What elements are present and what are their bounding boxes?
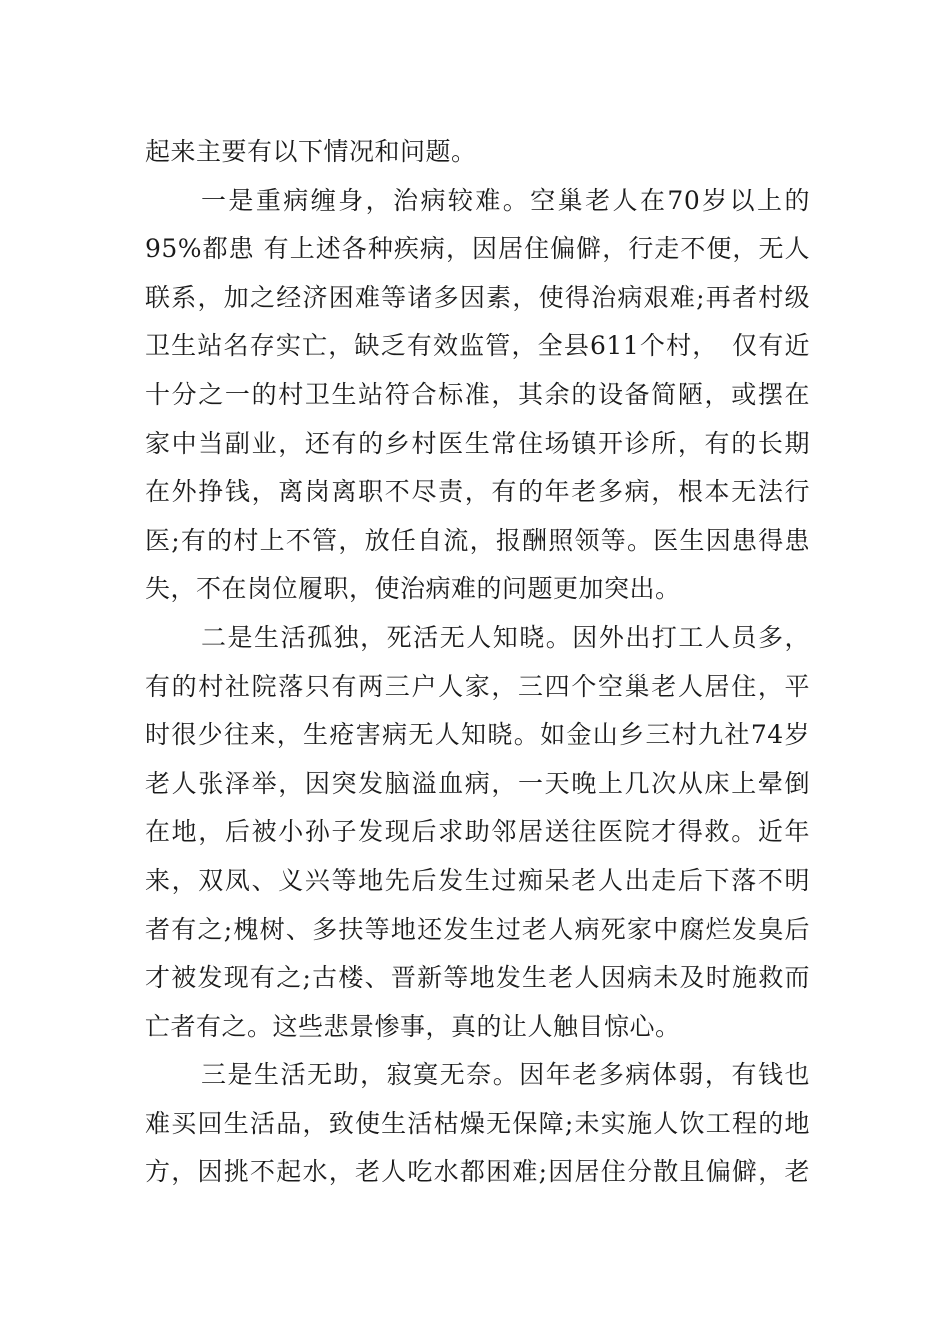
text-line: 有的村社院落只有两三户人家，三四个空巢老人居住，平 [145, 671, 810, 701]
text-line: 者有之;槐树、多扶等地还发生过老人病死家中腐烂发臭后 [145, 914, 810, 944]
text-line: 在地，后被小孙子发现后求助邻居送往医院才得救。近年 [145, 817, 810, 847]
text-line: 医;有的村上不管，放任自流，报酬照领等。医生因患得患 [145, 525, 810, 555]
text-line: 卫生站名存实亡，缺乏有效监管，全县611个村， 仅有近 [145, 331, 810, 361]
text-line: 失，不在岗位履职，使治病难的问题更加突出。 [145, 574, 681, 604]
text-line: 一是重病缠身，治病较难。空巢老人在70岁以上的 [201, 185, 810, 215]
text-line: 时很少往来，生疮害病无人知晓。如金山乡三村九社74岁 [145, 720, 810, 750]
text-line: 亡者有之。这些悲景惨事，真的让人触目惊心。 [145, 1011, 681, 1041]
text-line: 在外挣钱，离岗离职不尽责，有的年老多病，根本无法行 [145, 477, 810, 507]
text-line: 老人张泽举，因突发脑溢血病，一天晚上几次从床上晕倒 [145, 768, 810, 798]
document-body [145, 128, 810, 1197]
text-line: 三是生活无助，寂寞无奈。因年老多病体弱，有钱也 [201, 1060, 810, 1090]
text-line: 联系，加之经济困难等诸多因素，使得治病艰难;再者村级 [145, 282, 810, 312]
text-line: 二是生活孤独，死活无人知晓。因外出打工人员多， [201, 622, 810, 652]
text-line: 95%都患 有上述各种疾病，因居住偏僻，行走不便，无人 [145, 234, 810, 264]
text-line: 来，双凤、义兴等地先后发生过痴呆老人出走后下落不明 [145, 865, 810, 895]
text-line: 起来主要有以下情况和问题。 [145, 137, 477, 166]
text-line: 才被发现有之;古楼、晋新等地发生老人因病未及时施救而 [145, 963, 810, 993]
text-line: 家中当副业，还有的乡村医生常住场镇开诊所，有的长期 [145, 428, 810, 458]
text-line: 难买回生活品，致使生活枯燥无保障;未实施人饮工程的地 [145, 1108, 810, 1138]
text-line: 方，因挑不起水，老人吃水都困难;因居住分散且偏僻，老 [145, 1157, 810, 1187]
text-line: 十分之一的村卫生站符合标准，其余的设备简陋，或摆在 [145, 379, 810, 409]
